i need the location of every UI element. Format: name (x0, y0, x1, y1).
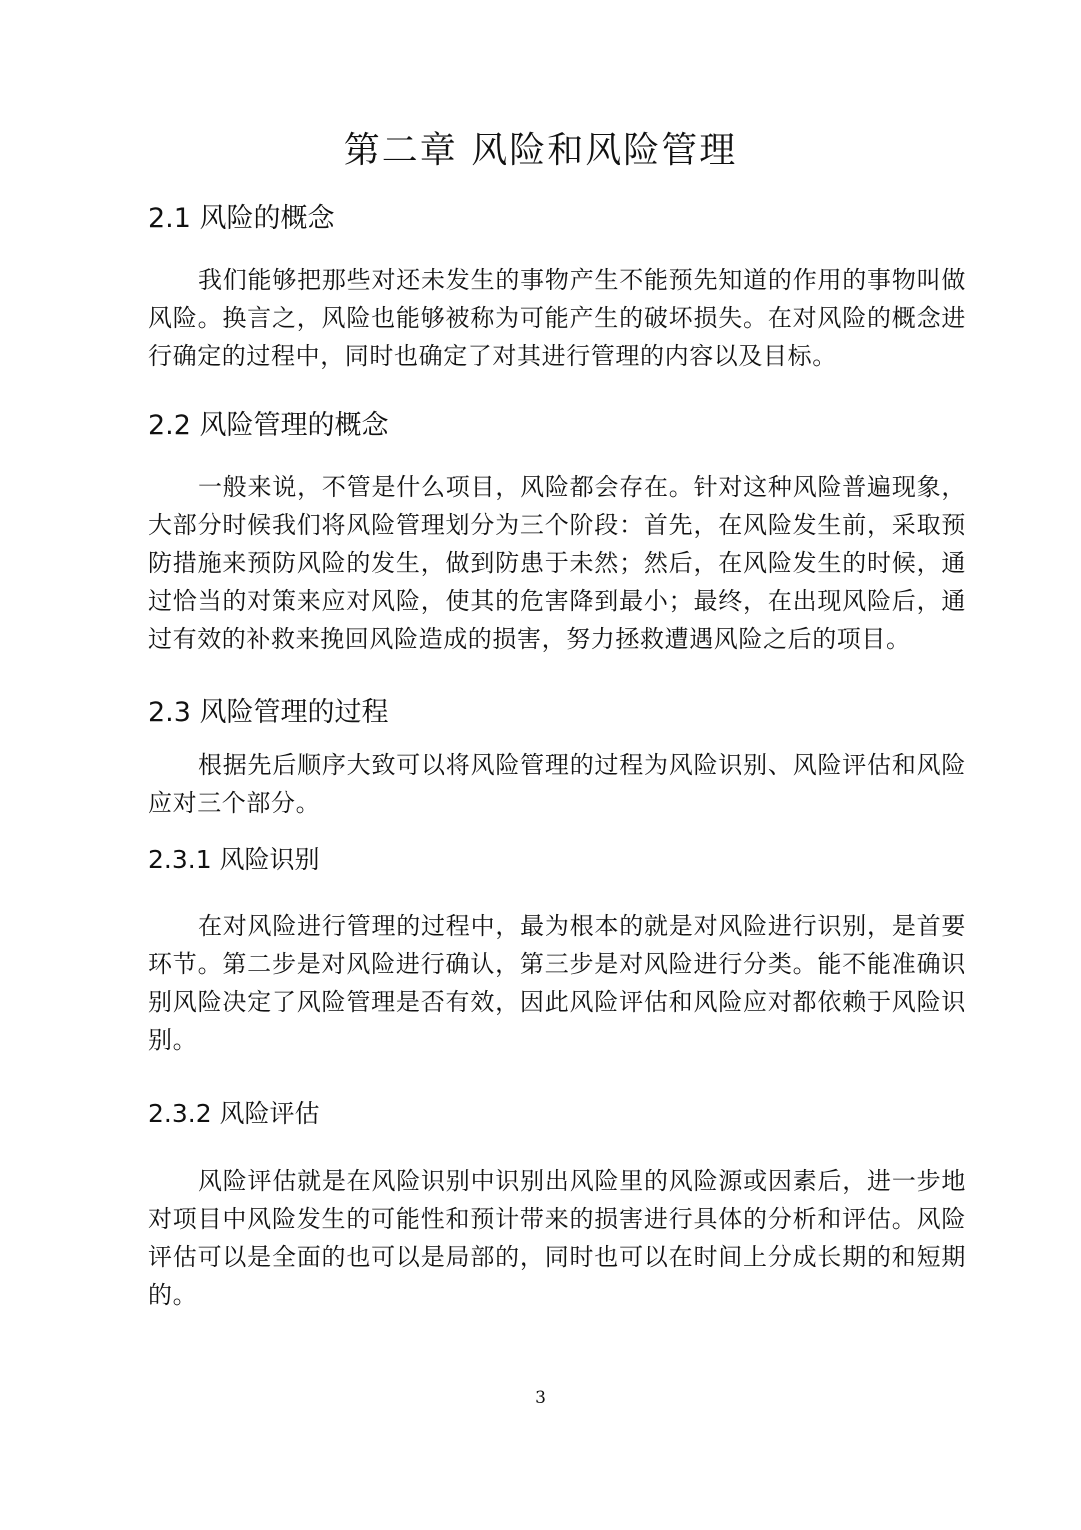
subsection-body-2-3-2: 风险评估就是在风险识别中识别出风险里的风险源或因素后，进一步地对项目中风险发生的可能性和预计带来的损害进行具体的分析和评估。风险评估可以是全面的也可以是局部的，同时也可以在时间上分成长期的和短期的。 (148, 1167, 966, 1309)
page-number: 3 (535, 1388, 546, 1408)
subsection-body-2-3-1: 在对风险进行管理的过程中，最为根本的就是对风险进行识别，是首要环节。第二步是对风险进行确认，第三步是对风险进行分类。能不能准确识别风险决定了风险管理是否有效，因此风险评估和风险应对都依赖于风险识别。 (148, 912, 966, 1054)
subsection-heading-2-3-2: 2.3.2 风险评估 (148, 1099, 320, 1128)
subsection-heading-2-3-1: 2.3.1 风险识别 (148, 845, 320, 874)
section-body-2-3: 根据先后顺序大致可以将风险管理的过程为风险识别、风险评估和风险应对三个部分。 (148, 751, 966, 817)
section-heading-2-3: 2.3 风险管理的过程 (148, 697, 389, 728)
section-heading-2-2: 2.2 风险管理的概念 (148, 410, 389, 441)
section-heading-2-1: 2.1 风险的概念 (148, 203, 335, 234)
chapter-title: 第二章 风险和风险管理 (343, 130, 738, 171)
section-body-2-2: 一般来说，不管是什么项目，风险都会存在。针对这种风险普遍现象，大部分时候我们将风险管理划分为三个阶段：首先，在风险发生前，采取预防措施来预防风险的发生，做到防患于未然；然后，在风险发生的时候，通过恰当的对策来应对风险，使其的危害降到最小；最终，在出现风险后，通过有效的补救来挽回风险造成的损害，努力拯救遭遇风险之后的项目。 (148, 473, 966, 653)
section-body-2-1: 我们能够把那些对还未发生的事物产生不能预先知道的作用的事物叫做风险。换言之，风险也能够被称为可能产生的破坏损失。在对风险的概念进行确定的过程中，同时也确定了对其进行管理的内容以及目标。 (148, 266, 966, 370)
